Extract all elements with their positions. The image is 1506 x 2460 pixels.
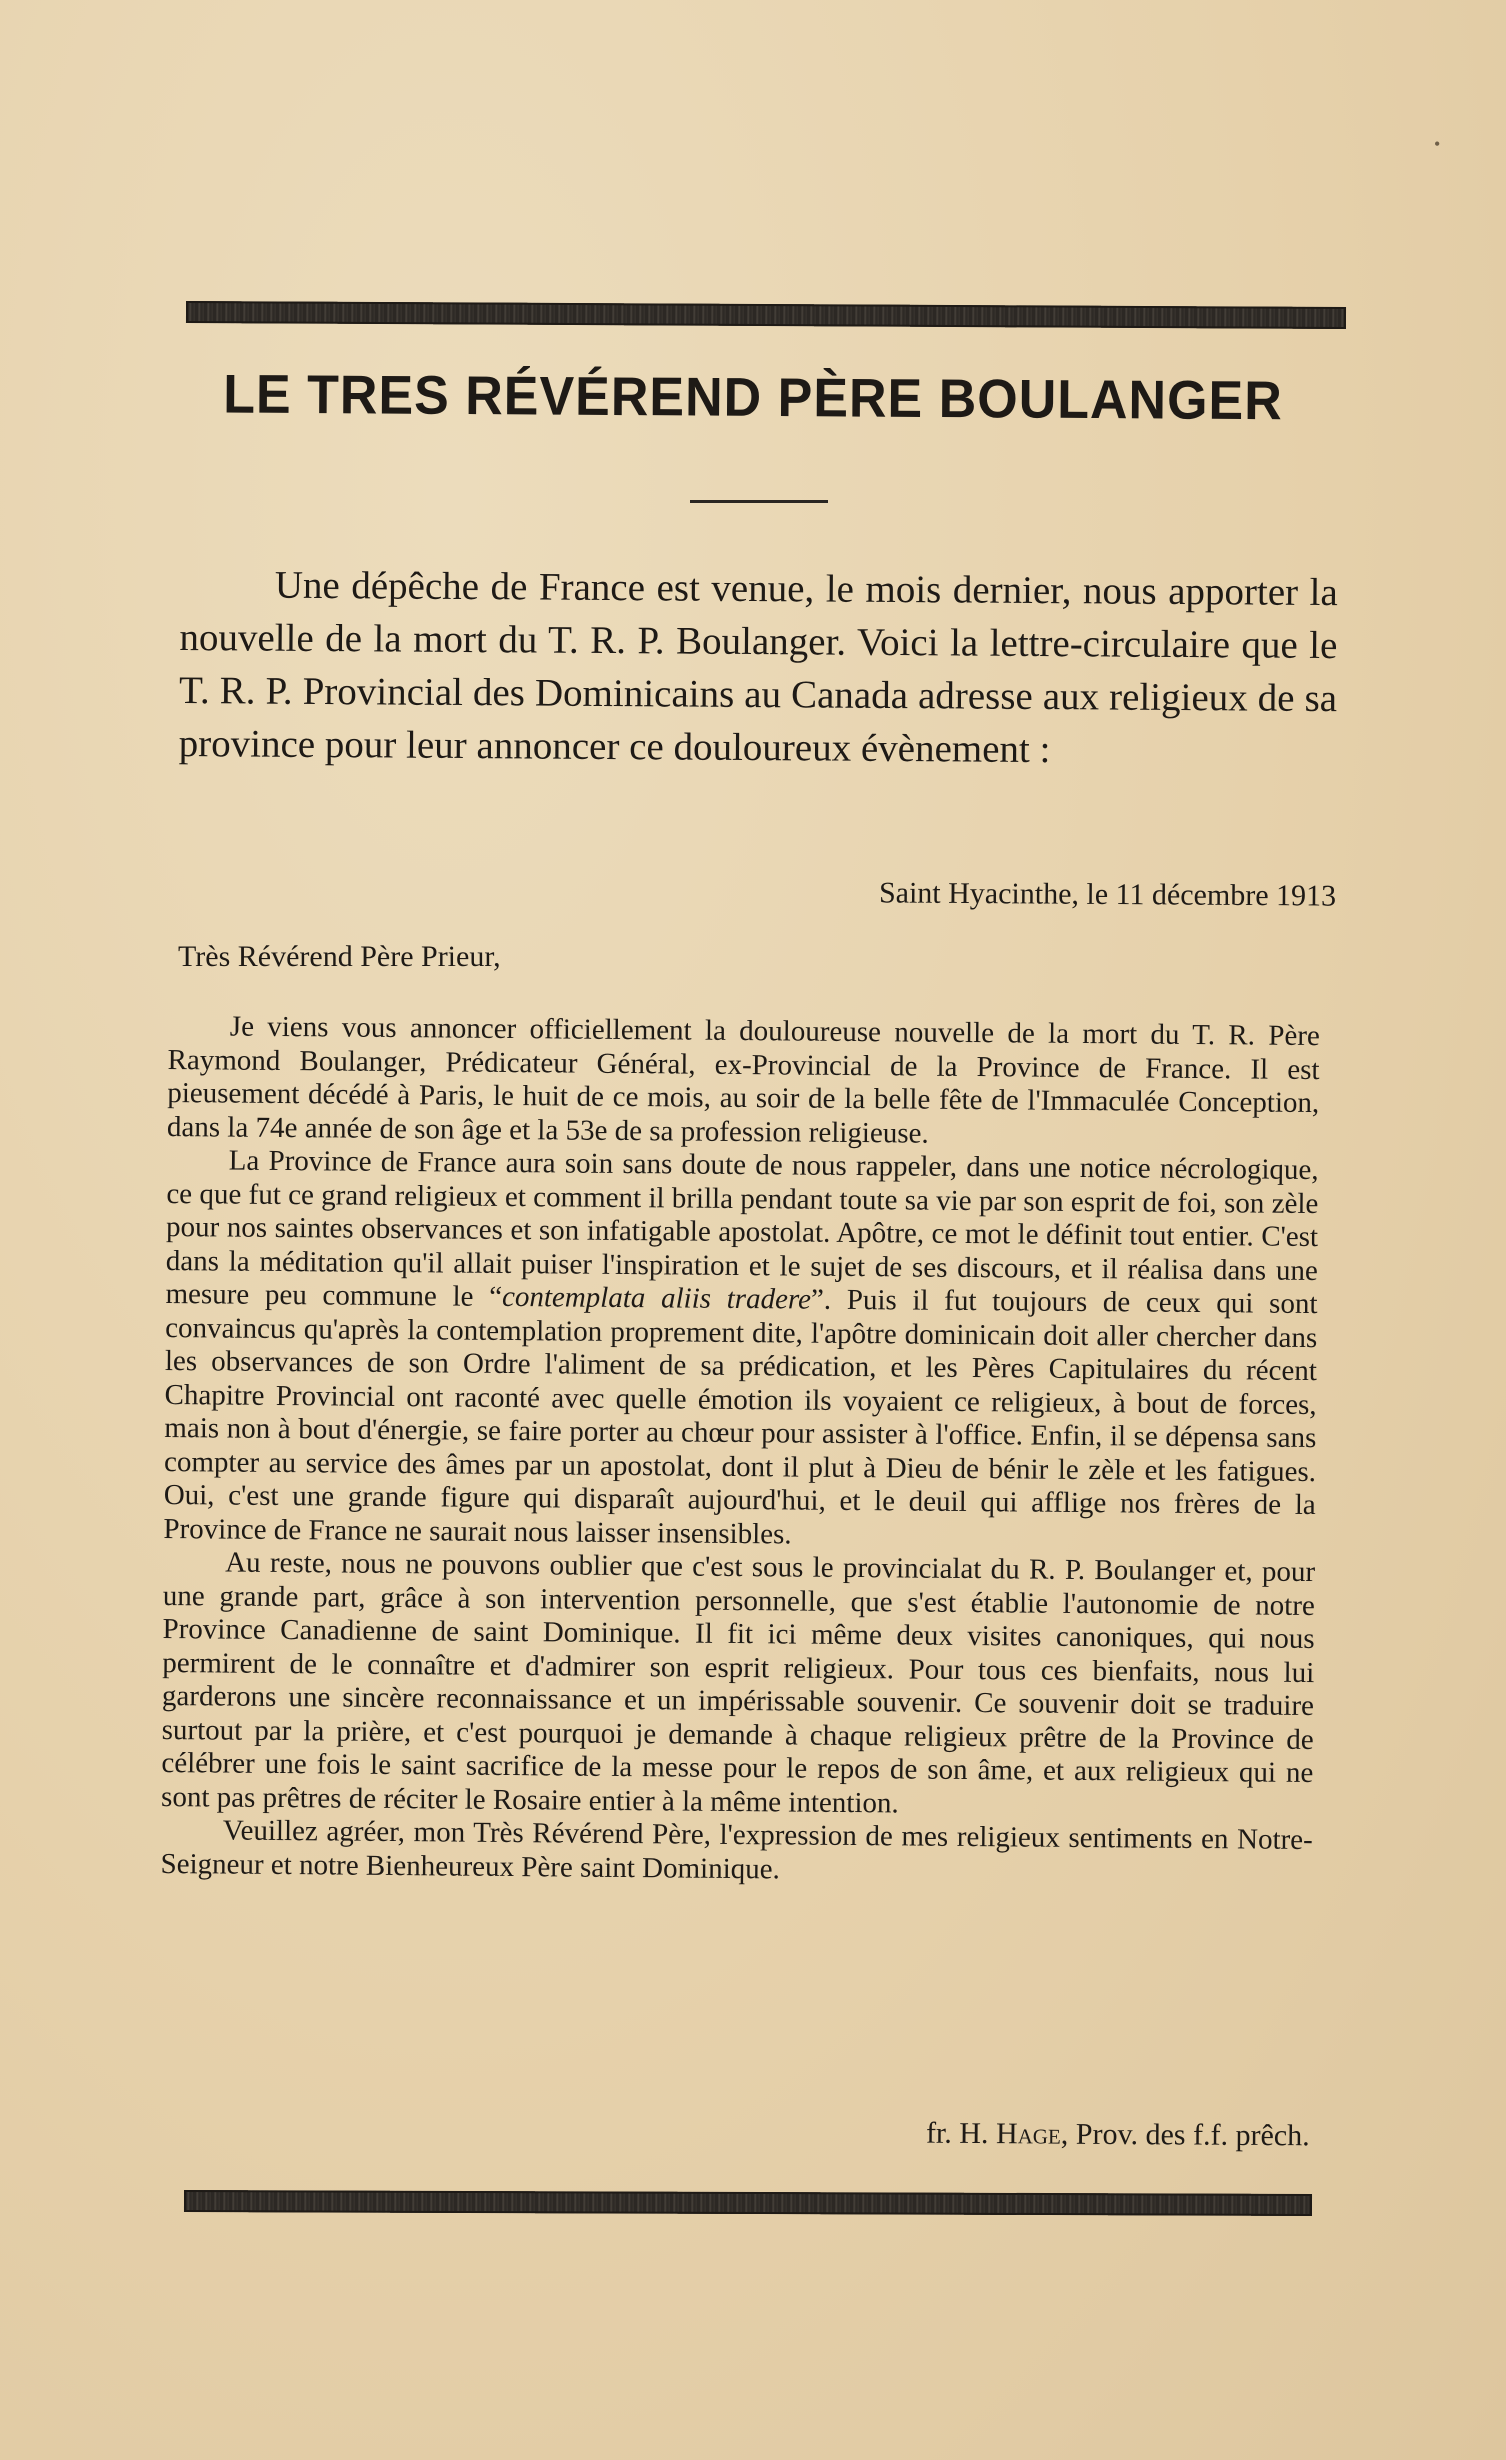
title-divider	[690, 500, 828, 503]
signature-suffix: , Prov. des f.f. prêch.	[1061, 2117, 1311, 2153]
signature-name: Hage	[996, 2117, 1062, 2151]
bottom-ornamental-rule	[184, 2190, 1312, 2216]
paper-speck: •	[1434, 134, 1441, 154]
letter-paragraph-4: Veuillez agréer, mon Très Révérend Père, l'expression de mes religieux sentiments en Notre-Seigneur et notre Bienheureux Père saint Dominique.	[160, 1814, 1313, 1885]
letter-salutation: Très Révérend Père Prieur,	[178, 940, 501, 973]
letter-signature	[926, 2117, 1310, 2154]
page-title: LE TRES RÉVÉREND PÈRE BOULANGER	[223, 364, 1283, 432]
letter-place-date: Saint Hyacinthe, le 11 décembre 1913	[878, 876, 1337, 913]
letter-paragraph-2-part-2: ”. Puis il fut toujours de ceux qui sont convaincus qu'après la contemplation proprement dite, l'apôtre dominicain doit aller chercher dans les observances de son Ordre l'aliment de sa prédication, et les Pères Capitulaires du récent Chapitre Provincial ont raconté avec quelle émotion ils voyaient ce religieux, à bout de forces, mais non à bout d'énergie, se faire porter au chœur pour assister à l'office. Enfin, il se dépensa sans compter au service des âmes par un apostolat, dont il plut à Dieu de bénir le zèle et les fatigues. Oui, c'est une grande figure qui disparaît aujourd'hui, et le deuil qui afflige nos frères de la Province de France ne saurait nous laisser insensibles.	[163, 1283, 1318, 1550]
intro-text: Une dépêche de France est venue, le mois dernier, nous apporter la nouvelle de la mort du T. R. P. Boulanger. Voici la lettre-circulaire que le T. R. P. Provincial des Dominicains au Canada adresse aux religieux de sa province pour leur annoncer ce douloureux évènement :	[178, 563, 1338, 772]
letter-paragraph-2-part-1: La Province de France aura soin sans doute de nous rappeler, dans une notice nécrologique, ce que fut ce grand religieux et comment il brilla pendant toute sa vie par son esprit de foi, son zèle pour nos saintes observances et son infatigable apostolat. Apôtre, ce mot le définit tout entier. C'est dans la méditation qu'il allait puiser l'inspiration et le sujet de ses discours, et il réalisa dans une mesure peu commune le “	[165, 1144, 1319, 1313]
letter-paragraph-1: Je viens vous annoncer officiellement la douloureuse nouvelle de la mort du T. R. Père Raymond Boulanger, Prédicateur Général, ex-Provincial de la Province de France. Il est pieusement décédé à Paris, le huit de ce mois, au soir de la belle fête de l'Immaculée Conception, dans la 74e année de son âge et la 53e de sa profession religieuse.	[166, 1010, 1320, 1150]
letter-paragraph-3: Au reste, nous ne pouvons oublier que c'est sous le provincialat du R. P. Boulanger et, pour une grande part, grâce à son intervention personnelle, que s'est établie l'autonomie de notre Province Canadienne de saint Dominique. Il fit ici même deux visites canoniques, qui nous permirent de le connaître et d'admirer son esprit religieux. Pour tous ces bienfaits, nous lui garderons une sincère reconnaissance et un impérissable souvenir. Ce souvenir doit se traduire surtout par la prière, et c'est pourquoi je demande à chaque religieux prêtre de la Province de célébrer une fois le saint sacrifice de la messe pour le repos de son âme, et aux religieux qui ne sont pas prêtres de réciter le Rosaire entier à la même intention.	[160, 1546, 1316, 1819]
letter-body	[160, 1010, 1320, 1891]
letter-paragraph-2	[163, 1144, 1318, 1556]
signature-prefix: fr. H.	[926, 2116, 997, 2151]
top-ornamental-rule	[186, 301, 1346, 329]
intro-paragraph	[179, 558, 1338, 778]
latin-quote: contemplata aliis tradere	[501, 1280, 812, 1316]
